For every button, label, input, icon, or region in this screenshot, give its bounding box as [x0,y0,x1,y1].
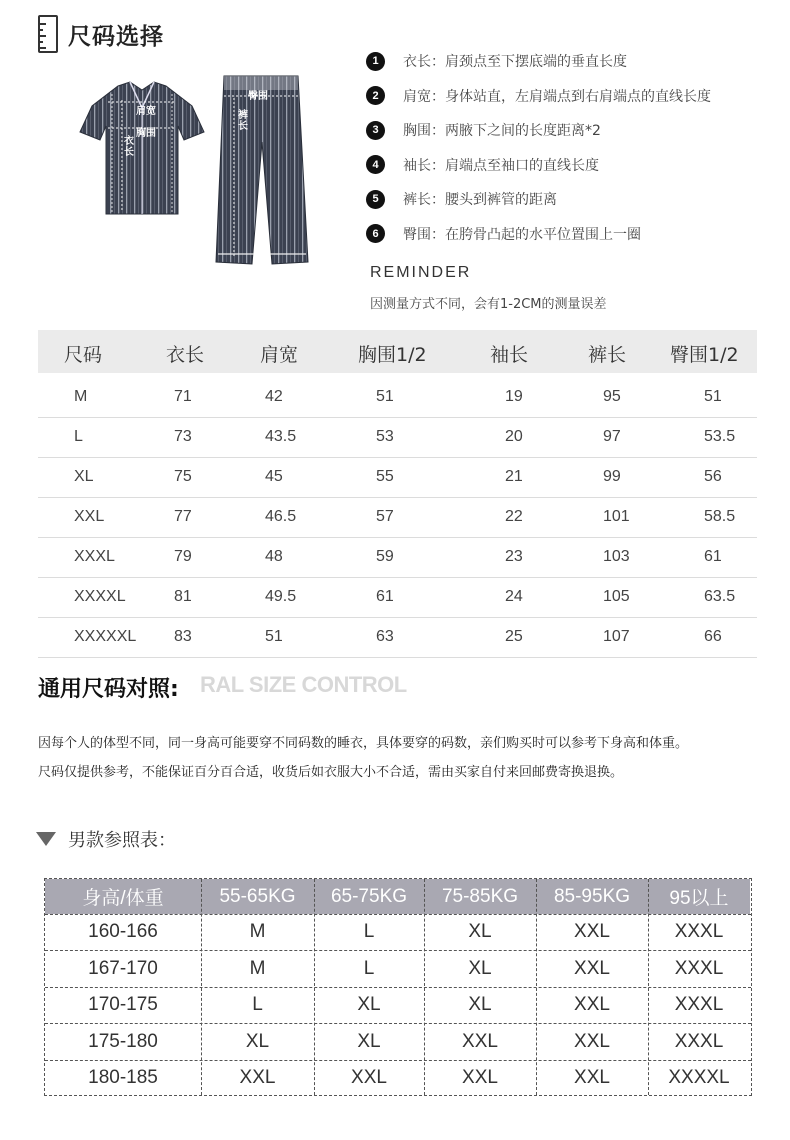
table-cell: 175-180 [88,1030,158,1052]
table-cell: 56 [704,468,722,485]
table-cell: XL [74,468,94,485]
table-cell: L [363,921,375,942]
table-cell: L [252,994,263,1015]
table-cell: XL [245,1030,270,1052]
garment-illustration [78,70,318,270]
header-cell: 袖长 [490,344,529,366]
table-cell: XXL [351,1067,387,1088]
table-cell: 19 [505,388,523,405]
table-cell: XXL [462,1030,498,1052]
table-cell: XXXL [674,921,724,942]
table-cell: XXXXL [668,1067,730,1088]
table-cell: XXXXL [74,588,126,605]
table-cell: 21 [505,468,523,485]
header-cell: 65-75KG [314,879,424,914]
shoulder-label: 肩宽 [136,106,156,117]
table-cell: 49.5 [265,588,297,605]
table-cell: XXL [574,1067,610,1088]
table-cell: 81 [174,588,192,605]
table-cell: 42 [265,388,283,405]
table-cell: XL [357,1030,381,1052]
men-size-table [44,878,752,1096]
table-row [38,458,757,498]
table-row [38,618,757,658]
table-cell: 167-170 [88,957,158,979]
note-item [366,79,776,114]
table-row [38,378,757,418]
header-cell: 臀围1/2 [670,344,739,366]
number-badge: 2 [366,86,385,105]
table-cell: 43.5 [265,428,297,445]
table-cell: M [249,957,266,979]
table-cell: 63.5 [704,588,736,605]
table-cell: 170-175 [88,994,158,1015]
table-cell: 180-185 [88,1067,158,1088]
note-item [366,113,776,148]
table-cell: XXL [239,1067,276,1088]
table-cell: 75 [174,468,192,485]
table-cell: 45 [265,468,283,485]
header-cell: 95以上 [648,879,750,914]
table-cell: 79 [174,548,192,565]
table-cell: 97 [603,428,621,445]
table-cell: 95 [603,388,621,405]
table-cell: XL [468,957,492,979]
table-row [38,538,757,578]
table-cell: 61 [376,588,394,605]
general-paragraph-2: 尺码仅提供参考，不能保证百分百合适，收货后如衣服大小不合适，需由买家自付来回邮费寄换退换。 [38,765,624,780]
table-cell: 99 [603,468,621,485]
table-cell: L [363,957,375,979]
table-cell: 105 [603,588,630,605]
table-cell: XXXL [674,957,724,979]
number-badge: 6 [366,224,385,243]
table-cell: XXL [574,921,610,942]
note-item [366,217,776,252]
reminder-title: REMINDER [370,264,472,281]
shirt-image [78,80,206,216]
table-cell: XXL [574,994,610,1015]
table-cell: 61 [704,548,722,565]
table-cell: 51 [265,628,283,645]
number-badge: 4 [366,155,385,174]
table-cell: XL [468,921,492,942]
table-divider [45,950,751,951]
table-row [38,578,757,618]
note-text: 胸围：两腋下之间的长度距离*2 [403,123,601,140]
table-cell: 63 [376,628,394,645]
table-cell: XXL [574,1030,610,1052]
table-row [38,498,757,538]
page-title: 尺码选择 [68,23,164,50]
header-cell: 胸围1/2 [358,344,427,366]
note-item [366,44,776,79]
number-badge: 3 [366,121,385,140]
pants-length-label: 裤长 [238,110,248,132]
table-cell: 73 [174,428,192,445]
number-badge: 5 [366,190,385,209]
table-cell: 46.5 [265,508,297,525]
header-cell: 75-85KG [424,879,536,914]
table-cell: XL [357,994,381,1015]
table-cell: XXL [74,508,105,525]
table-cell: M [74,388,88,405]
header-cell: 身高/体重 [45,879,201,914]
table-divider [45,914,751,915]
table-cell: 20 [505,428,523,445]
table-cell: 107 [603,628,630,645]
table-cell: 55 [376,468,394,485]
table-cell: 51 [376,388,394,405]
table-divider [45,1023,751,1024]
men-table-title-text: 男款参照表： [68,830,176,851]
men-table-title [36,826,176,852]
table-cell: XXXXXL [74,628,137,645]
table-divider [45,1060,751,1061]
table-cell: L [74,428,83,445]
triangle-down-icon [36,832,56,846]
chest-label: 胸围 [136,128,156,139]
table-cell: XXL [574,957,610,979]
measurement-notes [366,44,776,251]
table-cell: 23 [505,548,523,565]
general-paragraph-1: 因每个人的体型不同，同一身高可能要穿不同码数的睡衣，具体要穿的码数，亲们购买时可以参考下身高和体重。 [38,736,689,751]
size-table-header [38,330,757,373]
header-cell: 肩宽 [260,344,299,366]
note-text: 衣长：肩颈点至下摆底端的垂直长度 [403,54,627,71]
header-cell: 裤长 [588,344,627,366]
note-text: 臀围：在胯骨凸起的水平位置围上一圈 [403,226,641,243]
table-cell: 53.5 [704,428,736,445]
general-title: 通用尺码对照: [38,677,179,702]
table-cell: XXXL [674,994,724,1015]
table-cell: 66 [704,628,722,645]
table-cell: 101 [603,508,630,525]
table-cell: 25 [505,628,523,645]
header-cell: 尺码 [64,344,103,366]
header-cell: 衣长 [166,344,205,366]
number-badge: 1 [366,52,385,71]
table-cell: XXXL [74,548,115,565]
table-cell: XL [468,994,492,1015]
table-cell: 160-166 [88,921,158,942]
table-cell: 24 [505,588,523,605]
hip-label: 臀围 [248,91,268,102]
note-text: 袖长：肩端点至袖口的直线长度 [403,157,599,174]
note-item [366,148,776,183]
table-cell: 59 [376,548,394,565]
table-cell: 77 [174,508,192,525]
length-label: 衣长 [124,136,134,158]
table-cell: 22 [505,508,523,525]
table-cell: XXL [462,1067,498,1088]
table-cell: 48 [265,548,283,565]
header-cell: 55-65KG [201,879,314,914]
table-cell: 71 [174,388,192,405]
table-cell: 53 [376,428,394,445]
table-cell: 83 [174,628,192,645]
table-cell: 103 [603,548,630,565]
reminder-text: 因测量方式不同，会有1-2CM的测量误差 [370,297,607,312]
table-cell: M [249,921,266,942]
table-row [38,418,757,458]
note-item [366,182,776,217]
table-divider [45,987,751,988]
table-cell: 51 [704,388,722,405]
note-text: 裤长：腰头到裤管的距离 [403,192,557,209]
note-text: 肩宽：身体站直，左肩端点到右肩端点的直线长度 [403,88,711,105]
ruler-icon [38,15,58,53]
page-header [38,12,164,56]
table-cell: XXXL [674,1030,724,1052]
header-cell: 85-95KG [536,879,648,914]
table-cell: 57 [376,508,394,525]
general-title-en: RAL SIZE CONTROL [200,672,407,697]
table-cell: 58.5 [704,508,736,525]
